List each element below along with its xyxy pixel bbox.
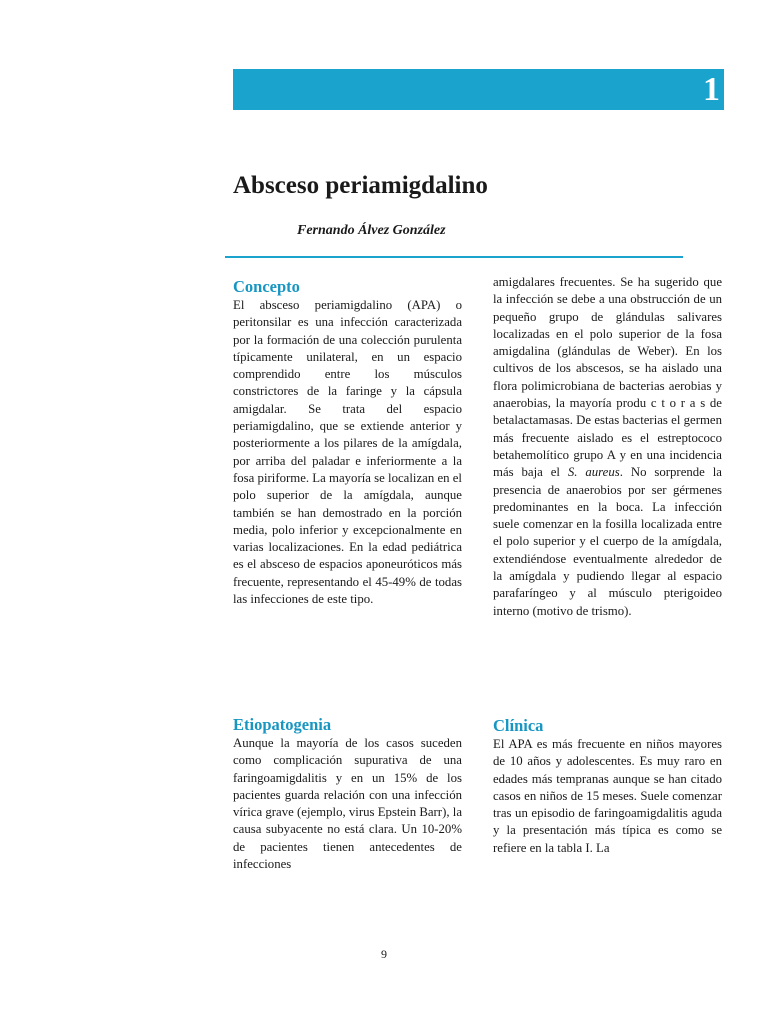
section-heading-etiopatogenia: Etiopatogenia <box>233 715 332 734</box>
chapter-number: 1 <box>703 71 720 108</box>
continued-paragraph <box>493 274 722 620</box>
chapter-banner <box>233 69 724 110</box>
section-etiopatogenia <box>233 715 462 873</box>
section-concepto <box>233 277 462 608</box>
continued-text-after: . No sorprende la presencia de anaerobios por ser gérmenes predominantes en la boca. La infección suele comenzar en la fosilla localizada entre el polo superior y el cuerpo de la amígdala, extendiéndose eventualmente alrededor de la amígdala y pudiendo llegar al espacio parafaríngeo y al músculo pterigoideo interno (motivo de trismo). <box>493 465 722 618</box>
section-heading-clinica: Clínica <box>493 716 544 735</box>
section-heading-concepto: Concepto <box>233 277 300 296</box>
section-text-clinica: El APA es más frecuente en niños mayores de 10 años y adolescentes. Es muy raro en edades más tempranas aunque se han citado casos en niños de 15 meses. Suele comenzar tras un episodio de faringoamigdalitis aguda y la presentación más típica es como se refiere en la tabla I. La <box>493 737 722 855</box>
section-etiopatogenia-continued <box>493 274 722 620</box>
page-number: 9 <box>381 947 387 961</box>
title-divider <box>225 256 683 258</box>
section-text-etiopatogenia: Aunque la mayoría de los casos suceden como complicación supurativa de una faringoamigdalitis y en un 15% de los pacientes guarda relación con una infección vírica grave (ejemplo, virus Epstein Barr), la causa subyacente no está clara. Un 10-20% de pacientes tienen antecedentes de infecciones <box>233 736 462 872</box>
section-clinica <box>493 716 722 857</box>
continued-text-before: amigdalares frecuentes. Se ha sugerido que la infección se debe a una obstrucción de un pequeño grupo de glándulas salivares localizadas en el polo superior de la fosa amigdalina (glándulas de Weber). En los cultivos de los abscesos, se ha aislado una flora polimicrobiana de bacterias aerobias y anaerobias, la mayoría produ c t o r a s de betalactamasas. De estas bacterias el germen más frecuente aislado es el estreptococo betahemolítico grupo A y en una incidencia más baja el <box>493 275 722 480</box>
chapter-title: Absceso periamigdalino <box>233 172 488 199</box>
section-text-concepto: El absceso periamigdalino (APA) o peritonsilar es una infección caracterizada por la formación de una colección purulenta típicamente unilateral, en un espacio comprendido entre los músculos constrictores de la faringe y la cápsula amigdalar. Se trata del espacio periamigdalino, que se extiende anterior y posteriormente a los pilares de la amígdala, por arriba del paladar e inferiormente a la fosa piriforme. La mayoría se localizan en el polo superior de la amígdala, aunque también se han demostrado en la porción media, polo inferior y excepcionalmente en varias localizaciones. En la edad pediátrica es el absceso de espacios aponeuróticos más frecuente, representando el 45-49% de todas las infecciones de este tipo. <box>233 298 462 607</box>
italic-species-name: S. aureus <box>567 465 620 480</box>
author-name: Fernando Álvez González <box>297 223 446 238</box>
